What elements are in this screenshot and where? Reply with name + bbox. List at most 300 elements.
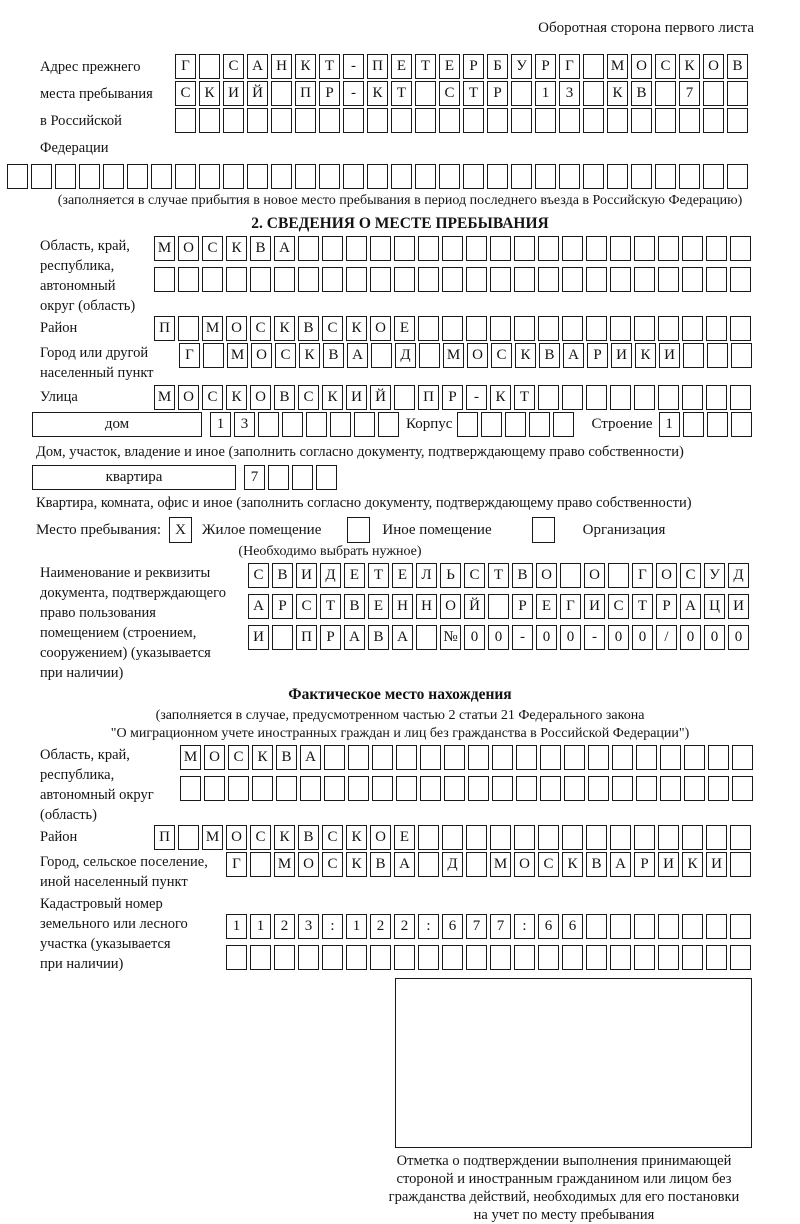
char-cell[interactable] — [250, 945, 271, 970]
char-cell[interactable] — [538, 825, 559, 850]
char-cell[interactable]: Н — [271, 54, 292, 79]
char-cell[interactable] — [707, 343, 728, 368]
char-cell[interactable]: И — [346, 385, 367, 410]
char-cell[interactable]: 1 — [226, 914, 247, 939]
char-cell[interactable] — [468, 776, 489, 801]
char-cell[interactable]: К — [346, 852, 367, 877]
char-cell[interactable]: Т — [463, 81, 484, 106]
char-cell[interactable] — [658, 236, 679, 261]
char-cell[interactable]: О — [178, 385, 199, 410]
char-cell[interactable] — [634, 914, 655, 939]
char-cell[interactable] — [634, 825, 655, 850]
char-cell[interactable] — [418, 236, 439, 261]
char-cell[interactable] — [487, 164, 508, 189]
char-cell[interactable] — [538, 316, 559, 341]
char-cell[interactable] — [271, 164, 292, 189]
char-cell[interactable]: К — [299, 343, 320, 368]
char-cell[interactable] — [319, 108, 340, 133]
char-cell[interactable] — [202, 267, 223, 292]
char-cell[interactable]: О — [514, 852, 535, 877]
char-cell[interactable] — [31, 164, 52, 189]
char-cell[interactable] — [391, 164, 412, 189]
char-cell[interactable]: 1 — [210, 412, 231, 437]
char-cell[interactable]: Б — [487, 54, 508, 79]
char-cell[interactable]: 0 — [464, 625, 485, 650]
char-cell[interactable]: О — [250, 385, 271, 410]
char-cell[interactable]: О — [584, 563, 605, 588]
char-cell[interactable] — [683, 343, 704, 368]
char-cell[interactable]: С — [298, 385, 319, 410]
char-cell[interactable]: : — [418, 914, 439, 939]
char-cell[interactable]: П — [367, 54, 388, 79]
char-cell[interactable]: В — [539, 343, 560, 368]
char-cell[interactable] — [203, 343, 224, 368]
char-cell[interactable]: 6 — [442, 914, 463, 939]
char-cell[interactable]: 0 — [632, 625, 653, 650]
char-cell[interactable] — [466, 316, 487, 341]
char-cell[interactable] — [346, 267, 367, 292]
char-cell[interactable]: 6 — [562, 914, 583, 939]
char-cell[interactable]: О — [703, 54, 724, 79]
char-cell[interactable]: Н — [416, 594, 437, 619]
char-cell[interactable] — [610, 236, 631, 261]
char-cell[interactable]: Т — [632, 594, 653, 619]
char-cell[interactable] — [466, 267, 487, 292]
char-cell[interactable] — [348, 776, 369, 801]
char-cell[interactable] — [727, 164, 748, 189]
char-cell[interactable] — [529, 412, 550, 437]
char-cell[interactable] — [298, 236, 319, 261]
char-cell[interactable] — [199, 108, 220, 133]
char-cell[interactable] — [684, 776, 705, 801]
char-cell[interactable]: В — [370, 852, 391, 877]
char-cell[interactable]: И — [584, 594, 605, 619]
char-cell[interactable]: Г — [559, 54, 580, 79]
char-cell[interactable]: : — [514, 914, 535, 939]
char-cell[interactable] — [370, 267, 391, 292]
char-cell[interactable] — [583, 108, 604, 133]
char-cell[interactable] — [538, 236, 559, 261]
char-cell[interactable] — [306, 412, 327, 437]
char-cell[interactable]: К — [367, 81, 388, 106]
checkbox-other-premises[interactable] — [347, 517, 370, 543]
char-cell[interactable] — [703, 108, 724, 133]
char-cell[interactable]: К — [562, 852, 583, 877]
char-cell[interactable] — [295, 108, 316, 133]
char-cell[interactable]: 1 — [535, 81, 556, 106]
char-cell[interactable] — [564, 776, 585, 801]
char-cell[interactable]: 3 — [234, 412, 255, 437]
char-cell[interactable] — [610, 825, 631, 850]
char-cell[interactable] — [330, 412, 351, 437]
char-cell[interactable] — [730, 385, 751, 410]
char-cell[interactable]: - — [466, 385, 487, 410]
char-cell[interactable]: Д — [442, 852, 463, 877]
char-cell[interactable] — [418, 825, 439, 850]
char-cell[interactable] — [324, 776, 345, 801]
char-cell[interactable] — [634, 945, 655, 970]
char-cell[interactable]: П — [296, 625, 317, 650]
char-cell[interactable] — [247, 108, 268, 133]
char-cell[interactable]: О — [536, 563, 557, 588]
char-cell[interactable] — [439, 164, 460, 189]
char-cell[interactable]: Р — [442, 385, 463, 410]
char-cell[interactable]: Т — [320, 594, 341, 619]
char-cell[interactable]: В — [323, 343, 344, 368]
char-cell[interactable] — [660, 776, 681, 801]
char-cell[interactable] — [708, 745, 729, 770]
char-cell[interactable]: М — [227, 343, 248, 368]
char-cell[interactable] — [607, 108, 628, 133]
char-cell[interactable]: 7 — [490, 914, 511, 939]
char-cell[interactable] — [682, 914, 703, 939]
char-cell[interactable]: К — [490, 385, 511, 410]
char-cell[interactable] — [683, 412, 704, 437]
char-cell[interactable] — [658, 825, 679, 850]
char-cell[interactable]: С — [491, 343, 512, 368]
char-cell[interactable]: И — [223, 81, 244, 106]
char-cell[interactable]: С — [202, 236, 223, 261]
char-cell[interactable] — [707, 412, 728, 437]
char-cell[interactable] — [204, 776, 225, 801]
char-cell[interactable] — [343, 164, 364, 189]
char-cell[interactable]: С — [322, 852, 343, 877]
char-cell[interactable] — [346, 236, 367, 261]
char-cell[interactable] — [538, 385, 559, 410]
char-cell[interactable]: 0 — [680, 625, 701, 650]
char-cell[interactable]: В — [727, 54, 748, 79]
char-cell[interactable] — [298, 267, 319, 292]
char-cell[interactable]: С — [538, 852, 559, 877]
char-cell[interactable]: С — [275, 343, 296, 368]
char-cell[interactable]: М — [180, 745, 201, 770]
char-cell[interactable] — [540, 745, 561, 770]
char-cell[interactable]: Р — [535, 54, 556, 79]
char-cell[interactable] — [180, 776, 201, 801]
char-cell[interactable] — [655, 81, 676, 106]
char-cell[interactable] — [586, 316, 607, 341]
char-cell[interactable] — [463, 164, 484, 189]
char-cell[interactable] — [418, 267, 439, 292]
char-cell[interactable] — [562, 825, 583, 850]
char-cell[interactable] — [55, 164, 76, 189]
char-cell[interactable]: И — [611, 343, 632, 368]
char-cell[interactable]: Е — [536, 594, 557, 619]
char-cell[interactable]: Е — [368, 594, 389, 619]
char-cell[interactable] — [272, 625, 293, 650]
char-cell[interactable] — [371, 343, 392, 368]
char-cell[interactable]: К — [682, 852, 703, 877]
char-cell[interactable] — [682, 267, 703, 292]
char-cell[interactable]: О — [298, 852, 319, 877]
char-cell[interactable] — [516, 776, 537, 801]
char-cell[interactable] — [228, 776, 249, 801]
char-cell[interactable]: А — [563, 343, 584, 368]
char-cell[interactable] — [730, 852, 751, 877]
char-cell[interactable] — [511, 164, 532, 189]
char-cell[interactable] — [463, 108, 484, 133]
char-cell[interactable]: М — [202, 316, 223, 341]
char-cell[interactable] — [268, 465, 289, 490]
char-cell[interactable] — [178, 316, 199, 341]
char-cell[interactable] — [684, 745, 705, 770]
char-cell[interactable]: Г — [560, 594, 581, 619]
char-cell[interactable]: А — [394, 852, 415, 877]
char-cell[interactable] — [583, 164, 604, 189]
char-cell[interactable]: У — [704, 563, 725, 588]
char-cell[interactable] — [505, 412, 526, 437]
char-cell[interactable]: И — [706, 852, 727, 877]
char-cell[interactable] — [324, 745, 345, 770]
char-cell[interactable] — [706, 914, 727, 939]
char-cell[interactable] — [583, 54, 604, 79]
char-cell[interactable] — [492, 776, 513, 801]
char-cell[interactable] — [610, 914, 631, 939]
char-cell[interactable] — [586, 267, 607, 292]
char-cell[interactable] — [655, 108, 676, 133]
char-cell[interactable] — [490, 267, 511, 292]
char-cell[interactable]: С — [680, 563, 701, 588]
char-cell[interactable]: 1 — [346, 914, 367, 939]
char-cell[interactable]: А — [248, 594, 269, 619]
char-cell[interactable]: К — [607, 81, 628, 106]
char-cell[interactable] — [457, 412, 478, 437]
char-cell[interactable]: Е — [391, 54, 412, 79]
char-cell[interactable] — [634, 385, 655, 410]
char-cell[interactable] — [682, 825, 703, 850]
char-cell[interactable] — [439, 108, 460, 133]
char-cell[interactable] — [444, 745, 465, 770]
char-cell[interactable] — [636, 776, 657, 801]
char-cell[interactable]: Т — [415, 54, 436, 79]
char-cell[interactable]: Р — [634, 852, 655, 877]
char-cell[interactable]: К — [635, 343, 656, 368]
char-cell[interactable]: О — [440, 594, 461, 619]
char-cell[interactable] — [658, 267, 679, 292]
char-cell[interactable]: 2 — [370, 914, 391, 939]
char-cell[interactable] — [250, 267, 271, 292]
char-cell[interactable] — [391, 108, 412, 133]
char-cell[interactable] — [223, 108, 244, 133]
char-cell[interactable] — [226, 945, 247, 970]
char-cell[interactable] — [655, 164, 676, 189]
char-cell[interactable] — [658, 316, 679, 341]
char-cell[interactable]: - — [512, 625, 533, 650]
char-cell[interactable]: А — [680, 594, 701, 619]
char-cell[interactable] — [588, 745, 609, 770]
char-cell[interactable]: Г — [179, 343, 200, 368]
char-cell[interactable] — [316, 465, 337, 490]
char-cell[interactable] — [322, 267, 343, 292]
char-cell[interactable] — [586, 825, 607, 850]
char-cell[interactable] — [442, 825, 463, 850]
char-cell[interactable] — [247, 164, 268, 189]
char-cell[interactable] — [415, 108, 436, 133]
char-cell[interactable] — [487, 108, 508, 133]
char-cell[interactable]: 0 — [536, 625, 557, 650]
char-cell[interactable]: С — [439, 81, 460, 106]
char-cell[interactable]: Р — [587, 343, 608, 368]
char-cell[interactable] — [553, 412, 574, 437]
char-cell[interactable] — [586, 236, 607, 261]
char-cell[interactable] — [418, 316, 439, 341]
char-cell[interactable] — [538, 267, 559, 292]
char-cell[interactable]: В — [272, 563, 293, 588]
char-cell[interactable] — [514, 945, 535, 970]
char-cell[interactable]: Е — [392, 563, 413, 588]
char-cell[interactable] — [703, 164, 724, 189]
char-cell[interactable] — [634, 316, 655, 341]
char-cell[interactable]: В — [368, 625, 389, 650]
char-cell[interactable] — [354, 412, 375, 437]
char-cell[interactable]: Д — [395, 343, 416, 368]
char-cell[interactable] — [223, 164, 244, 189]
char-cell[interactable]: Й — [247, 81, 268, 106]
char-cell[interactable] — [540, 776, 561, 801]
char-cell[interactable]: Т — [319, 54, 340, 79]
char-cell[interactable]: С — [223, 54, 244, 79]
char-cell[interactable] — [271, 81, 292, 106]
char-cell[interactable]: М — [154, 385, 175, 410]
char-cell[interactable] — [175, 164, 196, 189]
char-cell[interactable] — [682, 236, 703, 261]
char-cell[interactable] — [419, 343, 440, 368]
char-cell[interactable]: М — [443, 343, 464, 368]
char-cell[interactable]: Р — [320, 625, 341, 650]
char-cell[interactable] — [679, 164, 700, 189]
char-cell[interactable] — [490, 316, 511, 341]
char-cell[interactable] — [488, 594, 509, 619]
char-cell[interactable]: С — [250, 825, 271, 850]
char-cell[interactable] — [348, 745, 369, 770]
char-cell[interactable]: О — [226, 825, 247, 850]
char-cell[interactable] — [322, 945, 343, 970]
char-cell[interactable] — [732, 776, 753, 801]
char-cell[interactable] — [682, 316, 703, 341]
char-cell[interactable]: Ц — [704, 594, 725, 619]
char-cell[interactable]: И — [296, 563, 317, 588]
char-cell[interactable]: 6 — [538, 914, 559, 939]
char-cell[interactable] — [562, 385, 583, 410]
char-cell[interactable] — [562, 316, 583, 341]
char-cell[interactable]: Е — [439, 54, 460, 79]
char-cell[interactable]: Р — [319, 81, 340, 106]
char-cell[interactable]: 0 — [728, 625, 749, 650]
char-cell[interactable]: М — [154, 236, 175, 261]
char-cell[interactable] — [562, 267, 583, 292]
char-cell[interactable] — [608, 563, 629, 588]
char-cell[interactable] — [252, 776, 273, 801]
char-cell[interactable] — [154, 267, 175, 292]
char-cell[interactable] — [658, 914, 679, 939]
char-cell[interactable] — [732, 745, 753, 770]
char-cell[interactable]: А — [247, 54, 268, 79]
char-cell[interactable]: С — [250, 316, 271, 341]
char-cell[interactable]: С — [322, 316, 343, 341]
char-cell[interactable] — [562, 236, 583, 261]
char-cell[interactable]: № — [440, 625, 461, 650]
char-cell[interactable]: В — [274, 385, 295, 410]
char-cell[interactable] — [343, 108, 364, 133]
char-cell[interactable] — [127, 164, 148, 189]
char-cell[interactable]: М — [607, 54, 628, 79]
char-cell[interactable] — [682, 385, 703, 410]
char-cell[interactable]: Т — [488, 563, 509, 588]
char-cell[interactable] — [481, 412, 502, 437]
char-cell[interactable]: С — [202, 385, 223, 410]
char-cell[interactable] — [610, 385, 631, 410]
char-cell[interactable]: У — [511, 54, 532, 79]
char-cell[interactable] — [466, 852, 487, 877]
char-cell[interactable]: В — [276, 745, 297, 770]
char-cell[interactable] — [708, 776, 729, 801]
char-cell[interactable] — [175, 108, 196, 133]
char-cell[interactable] — [703, 81, 724, 106]
char-cell[interactable] — [586, 385, 607, 410]
char-cell[interactable]: К — [199, 81, 220, 106]
char-cell[interactable] — [416, 625, 437, 650]
char-cell[interactable] — [511, 108, 532, 133]
char-cell[interactable]: И — [728, 594, 749, 619]
char-cell[interactable] — [562, 945, 583, 970]
char-cell[interactable]: А — [392, 625, 413, 650]
char-cell[interactable] — [610, 945, 631, 970]
char-cell[interactable]: 1 — [659, 412, 680, 437]
char-cell[interactable]: 1 — [250, 914, 271, 939]
char-cell[interactable]: Р — [463, 54, 484, 79]
char-cell[interactable]: 7 — [244, 465, 265, 490]
char-cell[interactable] — [682, 945, 703, 970]
char-cell[interactable]: В — [298, 316, 319, 341]
char-cell[interactable] — [730, 945, 751, 970]
char-cell[interactable]: К — [515, 343, 536, 368]
char-cell[interactable]: О — [251, 343, 272, 368]
char-cell[interactable]: 2 — [274, 914, 295, 939]
char-cell[interactable] — [706, 316, 727, 341]
char-cell[interactable] — [178, 825, 199, 850]
char-cell[interactable]: М — [490, 852, 511, 877]
char-cell[interactable]: А — [347, 343, 368, 368]
char-cell[interactable] — [636, 745, 657, 770]
char-cell[interactable]: В — [298, 825, 319, 850]
char-cell[interactable] — [300, 776, 321, 801]
char-cell[interactable] — [466, 236, 487, 261]
char-cell[interactable]: / — [656, 625, 677, 650]
char-cell[interactable]: Р — [487, 81, 508, 106]
char-cell[interactable]: О — [656, 563, 677, 588]
char-cell[interactable] — [420, 776, 441, 801]
char-cell[interactable] — [564, 745, 585, 770]
char-cell[interactable]: : — [322, 914, 343, 939]
char-cell[interactable]: Ь — [440, 563, 461, 588]
char-cell[interactable]: Т — [368, 563, 389, 588]
char-cell[interactable] — [394, 945, 415, 970]
char-cell[interactable] — [727, 108, 748, 133]
char-cell[interactable]: Р — [272, 594, 293, 619]
char-cell[interactable] — [730, 267, 751, 292]
char-cell[interactable]: А — [610, 852, 631, 877]
char-cell[interactable] — [514, 825, 535, 850]
char-cell[interactable] — [415, 164, 436, 189]
char-cell[interactable] — [396, 745, 417, 770]
char-cell[interactable] — [560, 563, 581, 588]
char-cell[interactable]: О — [467, 343, 488, 368]
char-cell[interactable] — [370, 236, 391, 261]
char-cell[interactable]: 7 — [679, 81, 700, 106]
char-cell[interactable] — [295, 164, 316, 189]
char-cell[interactable]: - — [343, 81, 364, 106]
char-cell[interactable]: К — [274, 316, 295, 341]
